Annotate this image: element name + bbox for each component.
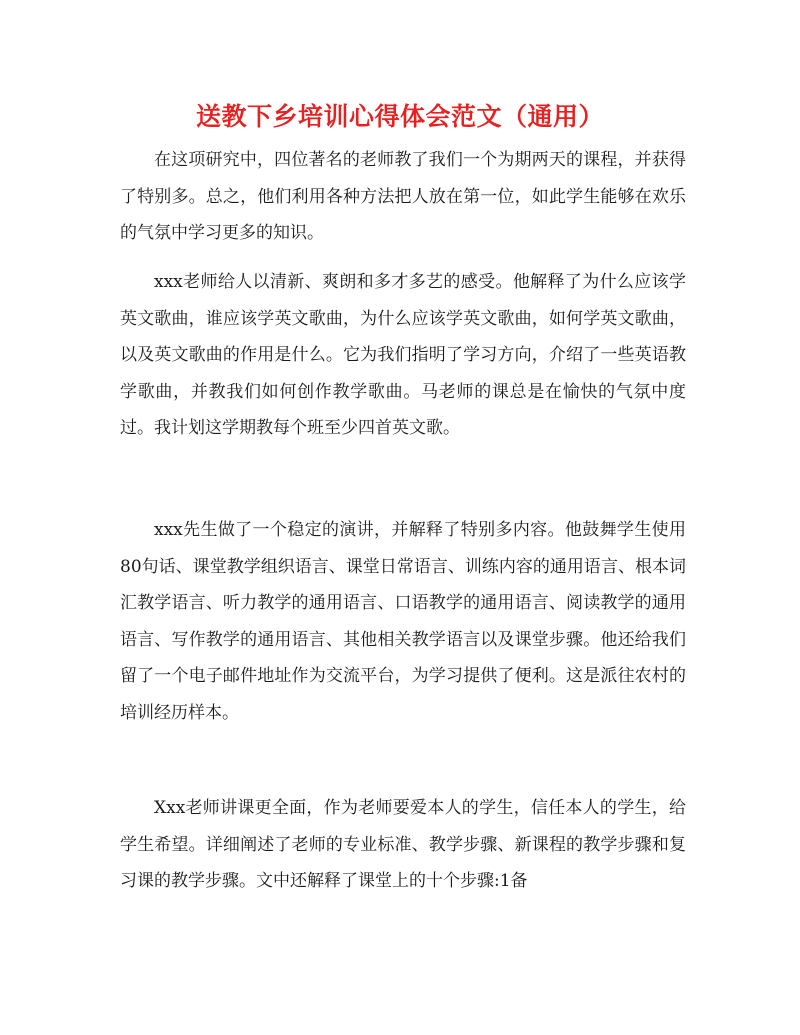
paragraph-4: Xxx老师讲课更全面，作为老师要爱本人的学生，信任本人的学生，给学生希望。详细阐述了老师的专业标准、教学步骤、新课程的教学步骤和复习课的教学步骤。文中还解释了课堂上的十个步骤:1备 xyxy=(120,798,686,891)
paragraph-1: 在这项研究中，四位著名的老师教了我们一个为期两天的课程，并获得了特别多。总之，他们利用各种方法把人放在第一位，如此学生能够在欢乐的气氛中学习更多的知识。 xyxy=(120,150,686,243)
document-title: 送教下乡培训心得体会范文（通用） xyxy=(195,102,604,131)
paragraph-3: xxx先生做了一个稳定的演讲，并解释了特别多内容。他鼓舞学生使用80句话、课堂教学组织语言、课堂日常语言、训练内容的通用语言、根本词汇教学语言、听力教学的通用语言、口语教学的通用语言、阅读教学的通用语言、写作教学的通用语言、其他相关教学语言以及课堂步骤。他还给我们留了一个电子邮件地址作为交流平台，为学习提供了便利。这是派往农村的培训经历样本。 xyxy=(120,520,686,723)
paragraph-2: xxx老师给人以清新、爽朗和多才多艺的感受。他解释了为什么应该学英文歌曲，谁应该学英文歌曲，为什么应该学英文歌曲，如何学英文歌曲，以及英文歌曲的作用是什么。它为我们指明了学习方向，介绍了一些英语教学歌曲，并教我们如何创作教学歌曲。马老师的课总是在愉快的气氛中度过。我计划这学期教每个班至少四首英文歌。 xyxy=(120,272,686,438)
